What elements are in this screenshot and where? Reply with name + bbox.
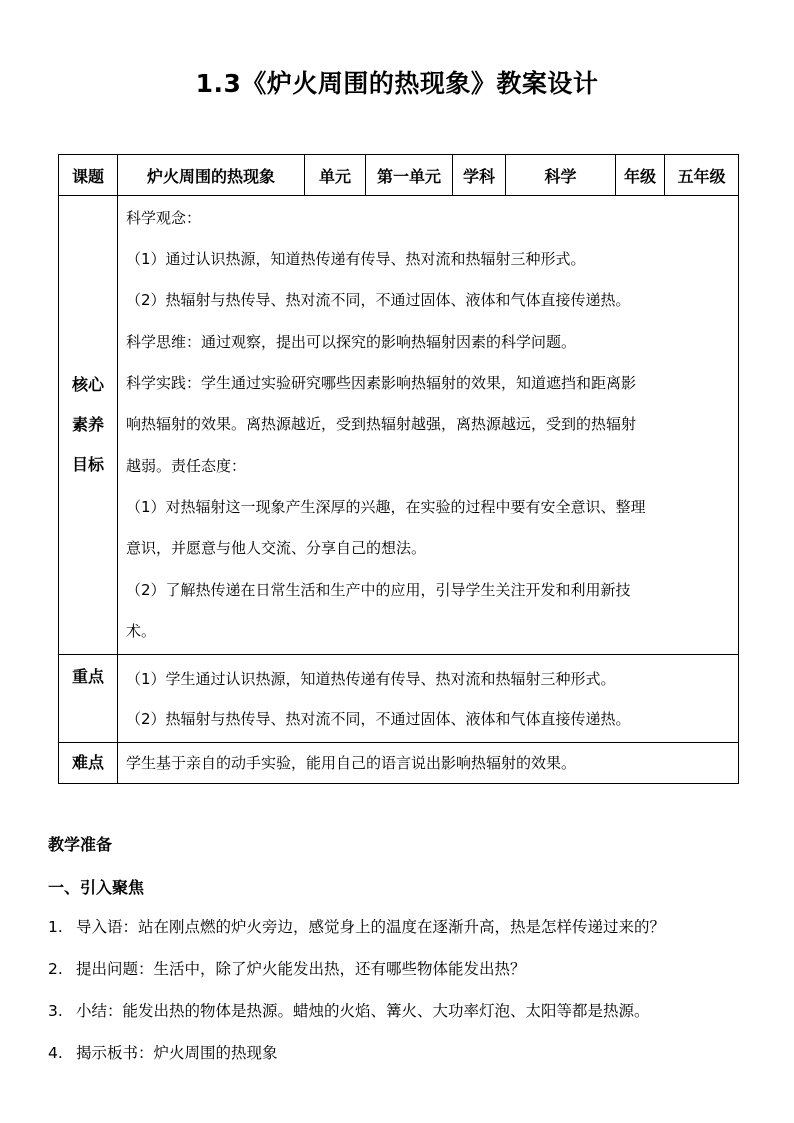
key-points-content [118, 655, 739, 743]
core-goal-line: 科学思维：通过观察，提出可以探究的影响热辐射因素的科学问题。 [126, 332, 577, 351]
lesson-plan-table [58, 154, 739, 784]
list-item [48, 957, 748, 979]
core-goals-label-line: 目标 [71, 455, 104, 474]
key-points-row [59, 655, 739, 743]
core-goal-line: （2）了解热传递在日常生活和生产中的应用，引导学生关注开发和利用新技 [126, 580, 631, 599]
list-item-text: 揭示板书：炉火周围的热现象 [76, 1044, 278, 1062]
list-item [48, 999, 748, 1021]
list-item [48, 1041, 748, 1063]
core-goals-label-line: 核心 [71, 375, 104, 394]
subject-label: 学科 [453, 155, 506, 196]
key-point-line: （2）热辐射与热传导、热对流不同，不通过固体、液体和气体直接传递热。 [126, 709, 631, 728]
list-item [48, 915, 748, 937]
key-point-line: （1）学生通过认识热源，知道热传递有传导、热对流和热辐射三种形式。 [126, 669, 616, 688]
core-goal-line: 响热辐射的效果。离热源越近，受到热辐射越强，离热源越远，受到的热辐射 [126, 415, 637, 434]
list-item-number: 1. [48, 918, 63, 936]
difficulty-content [118, 743, 739, 784]
section-1-heading [48, 875, 748, 898]
teaching-prep-heading [48, 832, 748, 855]
list-item-text: 导入语：站在刚点燃的炉火旁边，感觉身上的温度在逐渐升高，热是怎样传递过来的？ [76, 918, 666, 936]
core-goal-line: 意识，并愿意与他人交流、分享自己的想法。 [126, 539, 427, 558]
core-goal-line: （1）通过认识热源，知道热传递有传导、热对流和热辐射三种形式。 [126, 250, 586, 269]
list-item-text: 小结：能发出热的物体是热源。蜡烛的火焰、篝火、大功率灯泡、太阳等都是热源。 [76, 1002, 650, 1020]
section-1-heading-text: 一、引入聚焦 [48, 878, 145, 897]
core-goal-line: 术。 [126, 621, 157, 640]
topic-label: 课题 [59, 155, 118, 196]
core-goals-content [118, 196, 739, 655]
table-header-row [59, 155, 739, 196]
topic-value: 炉火周围的热现象 [118, 155, 305, 196]
core-goal-line: （2）热辐射与热传导、热对流不同，不通过固体、液体和气体直接传递热。 [126, 291, 631, 310]
core-goal-line: 科学实践：学生通过实验研究哪些因素影响热辐射的效果，知道遮挡和距离影 [126, 374, 637, 393]
list-item-number: 2. [48, 960, 63, 978]
core-goals-label [59, 196, 118, 655]
list-item-text: 提出问题：生活中，除了炉火能发出热，还有哪些物体能发出热？ [76, 960, 526, 978]
list-item-number: 3. [48, 1002, 63, 1020]
document-title: 1.3《炉火周围的热现象》教案设计 [195, 69, 599, 98]
core-goal-line: 越弱。责任态度： [126, 456, 247, 475]
core-goals-label-line: 素养 [71, 415, 104, 434]
difficulty-line: 学生基于亲自的动手实验，能用自己的语言说出影响热辐射的效果。 [126, 754, 577, 772]
unit-value: 第一单元 [366, 155, 453, 196]
core-goal-line: （1）对热辐射这一现象产生深厚的兴趣，在实验的过程中要有安全意识、整理 [126, 497, 646, 516]
core-goal-line: 科学观念： [126, 208, 202, 227]
core-goals-row [59, 196, 739, 655]
subject-value: 科学 [506, 155, 616, 196]
teaching-prep-heading-text: 教学准备 [48, 835, 113, 854]
difficulty-label: 难点 [59, 743, 118, 784]
unit-label: 单元 [305, 155, 366, 196]
list-item-number: 4. [48, 1044, 63, 1062]
grade-value: 五年级 [665, 155, 739, 196]
grade-label: 年级 [616, 155, 665, 196]
key-points-label: 重点 [59, 655, 118, 743]
difficulty-row [59, 743, 739, 784]
